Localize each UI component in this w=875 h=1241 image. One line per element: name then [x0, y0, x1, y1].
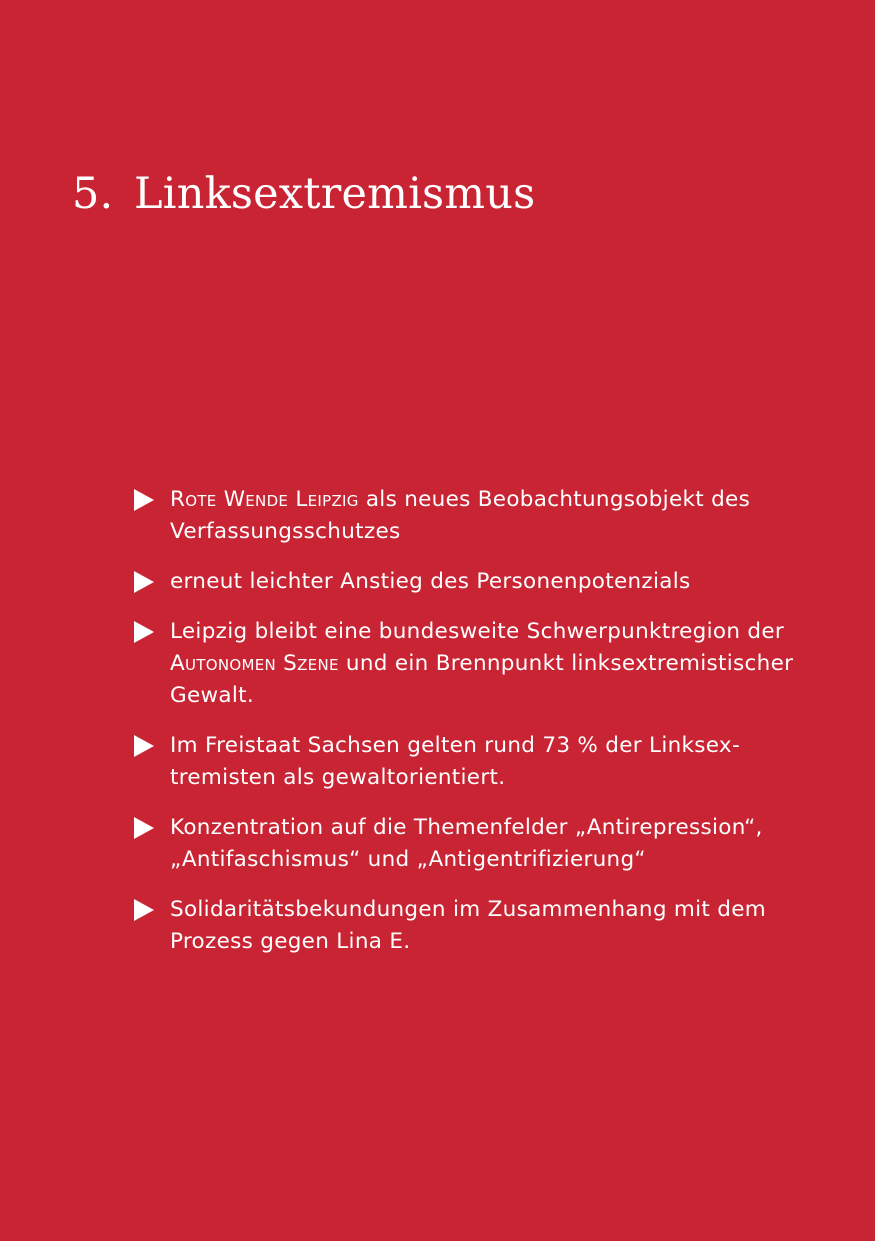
bullet-line: Leipzig bleibt eine bundesweite Schwerpunktregion der	[170, 619, 785, 644]
bullet-item	[134, 812, 814, 876]
triangle-right-icon	[134, 571, 154, 593]
bullet-line	[170, 484, 814, 516]
bullet-text-part: und ein Brennpunkt linksextremistischer	[338, 651, 794, 676]
bullet-line: Gewalt.	[170, 683, 254, 708]
chapter-heading	[72, 166, 535, 222]
scene-name: Autonomen Szene	[170, 651, 339, 676]
bullet-line: Prozess gegen Lina E.	[170, 929, 411, 954]
bullet-line: Konzentration auf die Themenfelder „Antirepression“,	[170, 815, 763, 840]
bullet-item	[134, 484, 814, 548]
triangle-right-icon	[134, 735, 154, 757]
organization-name: Rote Wende Leipzig	[170, 487, 359, 512]
bullet-item	[134, 894, 814, 958]
chapter-title: Linksextremismus	[134, 169, 536, 219]
bullet-line	[170, 648, 814, 680]
bullet-line: tremisten als gewaltorientiert.	[170, 765, 506, 790]
bullet-line: Verfassungsschutzes	[170, 519, 401, 544]
triangle-right-icon	[134, 489, 154, 511]
chapter-number: 5.	[72, 169, 114, 219]
triangle-right-icon	[134, 899, 154, 921]
bullet-line: erneut leichter Anstieg des Personenpotenzials	[170, 569, 691, 594]
triangle-right-icon	[134, 817, 154, 839]
bullet-item	[134, 566, 814, 598]
bullet-line: Im Freistaat Sachsen gelten rund 73 % der Linksex-	[170, 733, 740, 758]
bullet-item	[134, 616, 814, 712]
bullet-line: Solidaritätsbekundungen im Zusammenhang mit dem	[170, 897, 767, 922]
bullet-text-part: als neues Beobachtungsobjekt des	[358, 487, 751, 512]
bullet-item	[134, 730, 814, 794]
triangle-right-icon	[134, 621, 154, 643]
summary-bullet-list	[134, 484, 814, 976]
bullet-line: „Antifaschismus“ und „Antigentrifizierung“	[170, 847, 646, 872]
